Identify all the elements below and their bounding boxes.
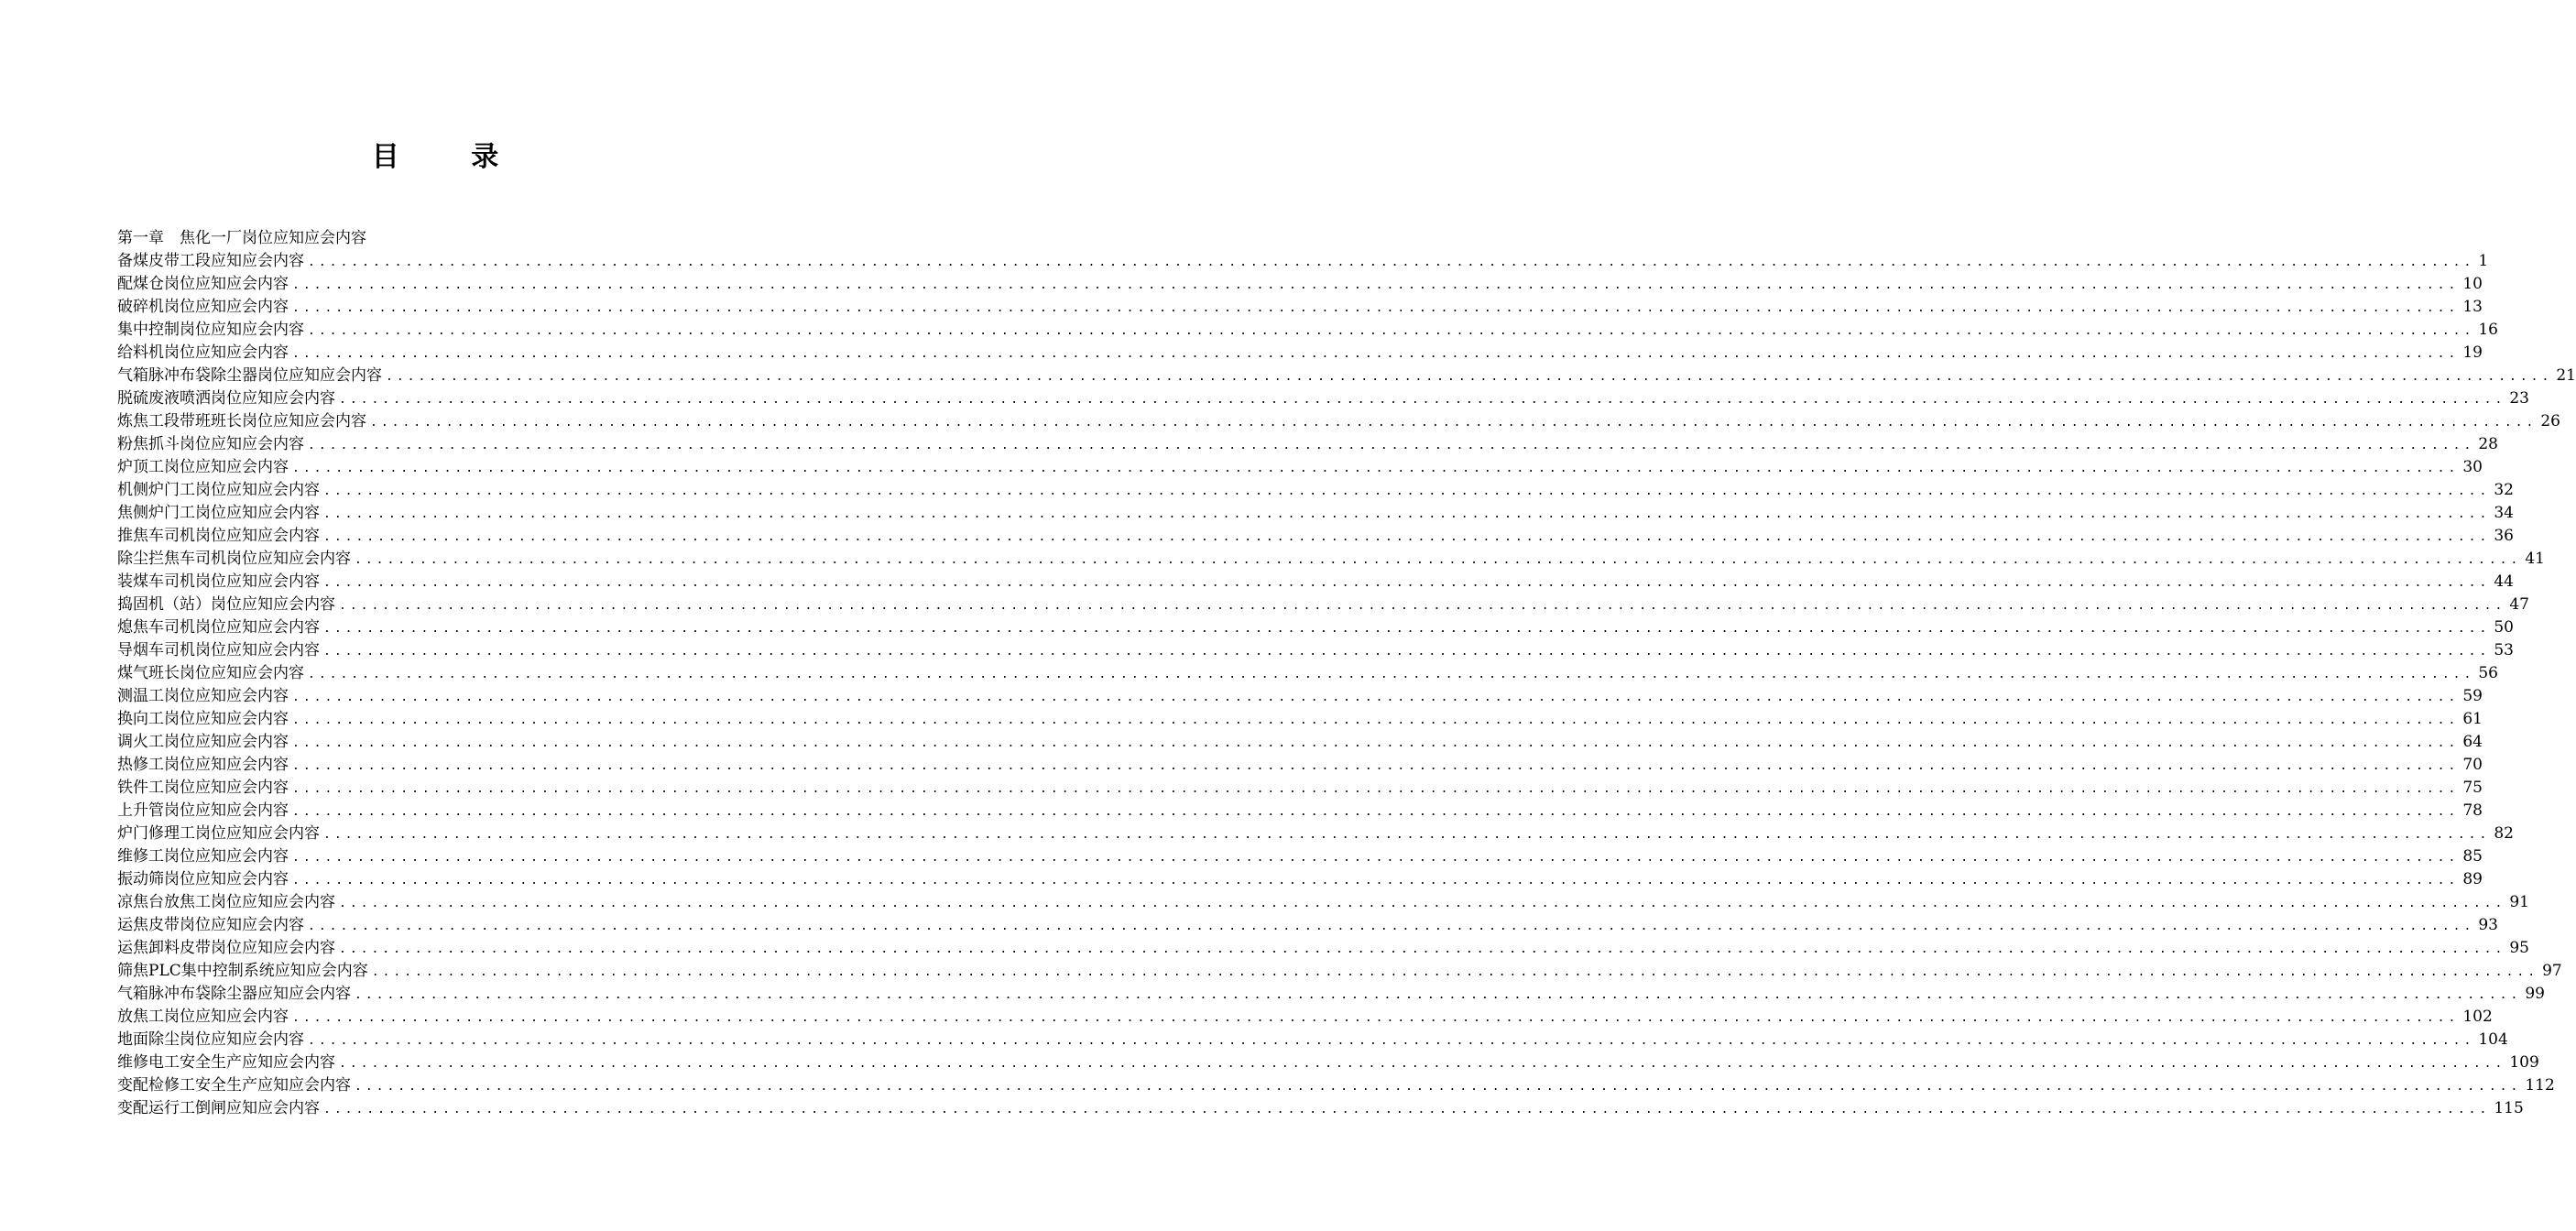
toc-entry-label: 装煤车司机岗位应知应会内容 xyxy=(117,572,320,591)
toc-entry-label: 破碎机岗位应知应会内容 xyxy=(117,298,289,316)
toc-entry[interactable] xyxy=(117,1029,2508,1051)
toc-entry-label: 配煤仓岗位应知应会内容 xyxy=(117,275,289,293)
toc-dot-leader: ........................................................................................................................................................................................................ xyxy=(308,324,2475,338)
toc-entry-label: 凉焦台放焦工岗位应知应会内容 xyxy=(117,893,335,911)
toc-dot-leader: ........................................................................................................................................................................................................ xyxy=(323,576,2491,590)
toc-page-number: 112 xyxy=(2525,1076,2555,1095)
toc-page-number: 91 xyxy=(2509,893,2529,911)
toc-entry-label: 炉门修理工岗位应知应会内容 xyxy=(117,824,320,843)
toc-entry[interactable] xyxy=(117,685,2483,708)
toc-dot-leader: ........................................................................................................................................................................................................ xyxy=(308,439,2475,452)
toc-dot-leader: ........................................................................................................................................................................................................ xyxy=(355,988,2522,1002)
toc-page-number: 32 xyxy=(2494,481,2514,499)
toc-dot-leader: ........................................................................................................................................................................................................ xyxy=(292,805,2460,819)
toc-entry[interactable] xyxy=(117,296,2483,319)
toc-entry[interactable] xyxy=(117,571,2514,594)
toc-page-number: 53 xyxy=(2494,641,2514,659)
toc-entry[interactable] xyxy=(117,754,2483,777)
toc-dot-leader: ........................................................................................................................................................................................................ xyxy=(292,347,2460,361)
toc-entry-label: 机侧炉门工岗位应知应会内容 xyxy=(117,481,320,499)
toc-entry-label: 备煤皮带工段应知应会内容 xyxy=(117,252,304,270)
chapter-heading: 第一章 焦化一厂岗位应知应会内容 xyxy=(117,229,366,247)
toc-entry[interactable] xyxy=(117,250,2489,273)
toc-dot-leader: ........................................................................................................................................................................................................ xyxy=(292,301,2460,315)
toc-entry-label: 变配运行工倒闸应知应会内容 xyxy=(117,1099,320,1117)
toc-dot-leader: ........................................................................................................................................................................................................ xyxy=(323,485,2491,498)
toc-page-number: 10 xyxy=(2462,275,2483,293)
toc-entry[interactable] xyxy=(117,1074,2555,1097)
toc-page-number: 47 xyxy=(2509,595,2529,614)
toc-dot-leader: ........................................................................................................................................................................................................ xyxy=(323,530,2491,544)
toc-dot-leader: ........................................................................................................................................................................................................ xyxy=(292,759,2460,773)
toc-entry-label: 给料机岗位应知应会内容 xyxy=(117,343,289,362)
toc-entry-label: 推焦车司机岗位应知应会内容 xyxy=(117,527,320,545)
toc-page-number: 95 xyxy=(2509,939,2529,957)
toc-entry-label: 上升管岗位应知应会内容 xyxy=(117,801,289,820)
toc-entry[interactable] xyxy=(117,616,2514,639)
toc-entry-label: 筛焦PLC集中控制系统应知应会内容 xyxy=(117,962,368,980)
toc-entry[interactable] xyxy=(117,891,2529,914)
toc-entry-label: 炼焦工段带班班长岗位应知应会内容 xyxy=(117,412,366,430)
toc-entry[interactable] xyxy=(117,387,2529,410)
toc-dot-leader: ........................................................................................................................................................................................................ xyxy=(323,507,2491,521)
toc-page-number: 16 xyxy=(2478,321,2498,339)
toc-entry[interactable] xyxy=(117,960,2562,983)
toc-entry[interactable] xyxy=(117,502,2514,525)
toc-page-number: 75 xyxy=(2462,779,2483,797)
toc-entry-label: 运焦皮带岗位应知应会内容 xyxy=(117,916,304,934)
toc-entry-label: 集中控制岗位应知应会内容 xyxy=(117,321,304,339)
page-title: 目 录 xyxy=(371,141,530,173)
toc-page-number: 99 xyxy=(2525,985,2545,1003)
toc-entry[interactable] xyxy=(117,639,2514,662)
toc-entry[interactable] xyxy=(117,365,2576,387)
toc-entry[interactable] xyxy=(117,479,2514,502)
toc-dot-leader: ........................................................................................................................................................................................................ xyxy=(339,897,2506,910)
toc-entry-label: 气箱脉冲布袋除尘器应知应会内容 xyxy=(117,985,351,1003)
toc-page-number: 21 xyxy=(2556,366,2576,385)
toc-entry-label: 振动筛岗位应知应会内容 xyxy=(117,870,289,888)
toc-page-number: 89 xyxy=(2462,870,2483,888)
toc-entry[interactable] xyxy=(117,914,2498,937)
toc-entry[interactable] xyxy=(117,731,2483,754)
toc-entry-label: 脱硫废液喷洒岗位应知应会内容 xyxy=(117,389,335,408)
toc-dot-leader: ........................................................................................................................................................................................................ xyxy=(323,645,2491,659)
toc-entry[interactable] xyxy=(117,548,2545,571)
toc-entry-label: 煤气班长岗位应知应会内容 xyxy=(117,664,304,682)
toc-entry-label: 变配检修工安全生产应知应会内容 xyxy=(117,1076,351,1095)
toc-entry[interactable] xyxy=(117,456,2483,479)
toc-entry-label: 维修电工安全生产应知应会内容 xyxy=(117,1053,335,1072)
toc-dot-leader: ........................................................................................................................................................................................................ xyxy=(292,714,2460,727)
toc-page-number: 36 xyxy=(2494,527,2514,545)
toc-entry-label: 铁件工岗位应知应会内容 xyxy=(117,779,289,797)
toc-entry[interactable] xyxy=(117,594,2529,616)
toc-entry[interactable] xyxy=(117,273,2483,296)
toc-entry[interactable] xyxy=(117,433,2498,456)
toc-entry[interactable] xyxy=(117,662,2498,685)
toc-page-number: 23 xyxy=(2509,389,2529,408)
toc-entry[interactable] xyxy=(117,937,2529,960)
toc-dot-leader: ........................................................................................................................................................................................................ xyxy=(292,691,2460,704)
toc-page-number: 19 xyxy=(2462,343,2483,362)
toc-dot-leader: ........................................................................................................................................................................................................ xyxy=(371,965,2539,979)
toc-entry[interactable] xyxy=(117,410,2560,433)
toc-entry-label: 调火工岗位应知应会内容 xyxy=(117,733,289,751)
toc-page-number: 109 xyxy=(2509,1053,2539,1072)
toc-page-number: 93 xyxy=(2478,916,2498,934)
toc-dot-leader: ........................................................................................................................................................................................................ xyxy=(292,1011,2460,1025)
toc-dot-leader: ........................................................................................................................................................................................................ xyxy=(370,416,2538,430)
toc-dot-leader: ........................................................................................................................................................................................................ xyxy=(339,393,2506,407)
toc-entry[interactable] xyxy=(117,1051,2539,1074)
toc-dot-leader: ........................................................................................................................................................................................................ xyxy=(355,1080,2522,1094)
toc-entry-label: 除尘拦焦车司机岗位应知应会内容 xyxy=(117,550,351,568)
toc-dot-leader: ........................................................................................................................................................................................................ xyxy=(292,874,2460,888)
toc-entry-label: 放焦工岗位应知应会内容 xyxy=(117,1008,289,1026)
toc-entry-label: 运焦卸料皮带岗位应知应会内容 xyxy=(117,939,335,957)
toc-dot-leader: ........................................................................................................................................................................................................ xyxy=(323,1103,2491,1117)
toc-dot-leader: ........................................................................................................................................................................................................ xyxy=(308,256,2475,269)
toc-dot-leader: ........................................................................................................................................................................................................ xyxy=(323,828,2491,842)
toc-entry[interactable] xyxy=(117,777,2483,800)
toc-page-number: 41 xyxy=(2525,550,2545,568)
toc-entry-label: 炉顶工岗位应知应会内容 xyxy=(117,458,289,476)
toc-page-number: 85 xyxy=(2462,847,2483,866)
toc-dot-leader: ........................................................................................................................................................................................................ xyxy=(292,782,2460,796)
toc-entry[interactable] xyxy=(117,800,2483,822)
toc-dot-leader: ........................................................................................................................................................................................................ xyxy=(323,622,2491,636)
toc-entry-label: 地面除尘岗位应知应会内容 xyxy=(117,1030,304,1049)
toc-entry-label: 熄焦车司机岗位应知应会内容 xyxy=(117,618,320,637)
toc-page-number: 56 xyxy=(2478,664,2498,682)
toc-entry[interactable] xyxy=(117,868,2483,891)
toc-entry-label: 捣固机（站）岗位应知应会内容 xyxy=(117,595,335,614)
toc-dot-leader: ........................................................................................................................................................................................................ xyxy=(292,851,2460,865)
toc-entry-label: 换向工岗位应知应会内容 xyxy=(117,710,289,728)
toc-page-number: 102 xyxy=(2462,1008,2493,1026)
toc-dot-leader: ........................................................................................................................................................................................................ xyxy=(339,942,2506,956)
toc-entry[interactable] xyxy=(117,1006,2493,1029)
toc-dot-leader: ........................................................................................................................................................................................................ xyxy=(355,553,2522,567)
toc-page-number: 26 xyxy=(2540,412,2560,430)
toc-entry-label: 维修工岗位应知应会内容 xyxy=(117,847,289,866)
toc-page-number: 50 xyxy=(2494,618,2514,637)
toc-entry[interactable] xyxy=(117,983,2545,1006)
toc-page-number: 82 xyxy=(2494,824,2514,843)
toc-entry[interactable] xyxy=(117,525,2514,548)
toc-dot-leader: ........................................................................................................................................................................................................ xyxy=(308,668,2475,681)
toc-entry[interactable] xyxy=(117,319,2498,342)
toc-page-number: 30 xyxy=(2462,458,2483,476)
toc-entry[interactable] xyxy=(117,845,2483,868)
toc-dot-leader: ........................................................................................................................................................................................................ xyxy=(308,920,2475,933)
toc-entry-label: 测温工岗位应知应会内容 xyxy=(117,687,289,705)
toc-entry[interactable] xyxy=(117,822,2514,845)
toc-dot-leader: ........................................................................................................................................................................................................ xyxy=(386,370,2553,384)
toc-page-number: 70 xyxy=(2462,756,2483,774)
toc-page-number: 13 xyxy=(2462,298,2483,316)
toc-entry[interactable] xyxy=(117,342,2483,365)
table-of-contents xyxy=(117,250,2576,1120)
toc-entry-label: 导烟车司机岗位应知应会内容 xyxy=(117,641,320,659)
toc-entry-label: 粉焦抓斗岗位应知应会内容 xyxy=(117,435,304,453)
toc-page-number: 61 xyxy=(2462,710,2483,728)
toc-dot-leader: ........................................................................................................................................................................................................ xyxy=(292,462,2460,475)
toc-entry[interactable] xyxy=(117,1097,2524,1120)
toc-page-number: 78 xyxy=(2462,801,2483,820)
toc-dot-leader: ........................................................................................................................................................................................................ xyxy=(339,599,2506,613)
toc-dot-leader: ........................................................................................................................................................................................................ xyxy=(339,1057,2506,1071)
toc-page-number: 28 xyxy=(2478,435,2498,453)
toc-page-number: 64 xyxy=(2462,733,2483,751)
toc-dot-leader: ........................................................................................................................................................................................................ xyxy=(292,278,2460,292)
toc-page-number: 44 xyxy=(2494,572,2514,591)
toc-entry-label: 气箱脉冲布袋除尘器岗位应知应会内容 xyxy=(117,366,382,385)
toc-page-number: 97 xyxy=(2542,962,2562,980)
toc-page-number: 115 xyxy=(2494,1099,2524,1117)
toc-dot-leader: ........................................................................................................................................................................................................ xyxy=(292,736,2460,750)
toc-entry[interactable] xyxy=(117,708,2483,731)
toc-entry-label: 热修工岗位应知应会内容 xyxy=(117,756,289,774)
toc-entry-label: 焦侧炉门工岗位应知应会内容 xyxy=(117,504,320,522)
toc-page-number: 1 xyxy=(2478,252,2489,270)
toc-page-number: 104 xyxy=(2478,1030,2508,1049)
toc-page-number: 34 xyxy=(2494,504,2514,522)
toc-page-number: 59 xyxy=(2462,687,2483,705)
toc-dot-leader: ........................................................................................................................................................................................................ xyxy=(308,1034,2475,1048)
